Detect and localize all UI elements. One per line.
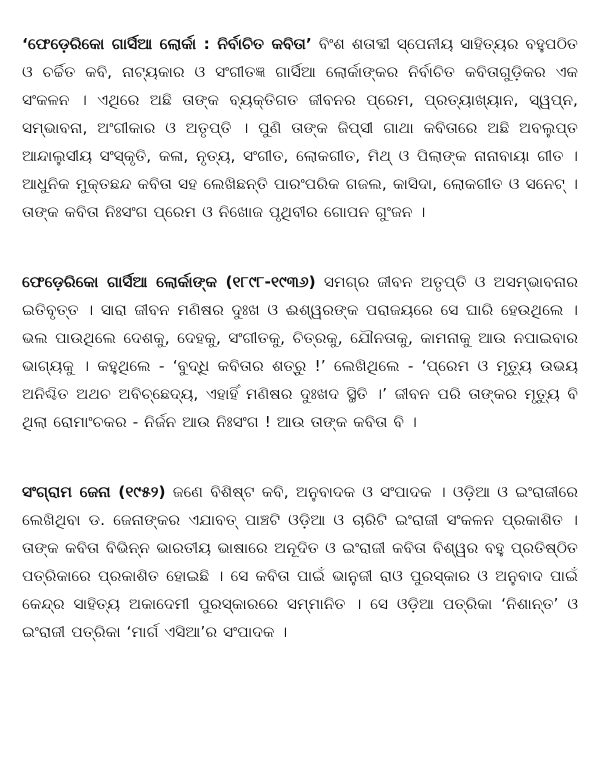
paragraph-text: ବିଂଶ ଶତାବ୍ଦୀ ସ୍ପେନୀୟ ସାହିତ୍ୟର ବହୁପଠିତ ଓ ଚର୍ଚ୍ଚିତ କବି, ନାଟ୍ୟକାର ଓ ସଂଗୀତଜ୍ଞ ଗାର୍ସିଆ ଲୋର୍କାଙ୍କର ନିର୍ବାଚିତ କବିତାଗୁଡ଼ିକର ଏକ ସଂକଳନ । ଏଥିରେ ଅଛି ତାଙ୍କ ବ୍ୟକ୍ତିଗତ ଜୀବନର ପ୍ରେମ, ପ୍ରତ୍ୟାଖ୍ୟାନ, ସ୍ୱପ୍ନ, ସମ୍ଭାବନା, ଅଂଗୀକାର ଓ ଅତୃପ୍ତି । ପୁଣି ତାଙ୍କ ଜିପ୍ସୀ ଗାଥା କବିତାରେ ଅଛି ଅବଲୁପ୍ତ ଆନ୍ଦାଲୁସୀୟ ସଂସ୍କୃତି, କଳା, ନୃତ୍ୟ, ସଂଗୀତ, ଲୋକଗୀତ, ମିଥ୍ ଓ ପିଲାଙ୍କ ନାନାବାୟା ଗୀତ । ଆଧୁନିକ ମୁକ୍ତଛନ୍ଦ କବିତା ସହ ଲେଖିଛନ୍ତି ପାରଂପରିକ ଗଜଲ, କାସିଦା, ଲୋକଗୀତ ଓ ସନେଟ୍ । ତାଙ୍କ କବିତା ନିଃସଂଗ ପ୍ରେମ ଓ ନିଖୋଜ ପୃଥିବୀର ଗୋପନ ଗୁଂଜନ ।	[22, 35, 578, 221]
paragraph-lorca-biography	[22, 268, 578, 436]
poet-name-heading: ଫେଡ଼େରିକୋ ଗାର୍ସିଆ ଲୋର୍କାଙ୍କ (୧୮୯୮-୧୯୩୬)	[22, 273, 316, 291]
book-title: ‘ଫେଡ଼େରିକୋ ଗାର୍ସିଆ ଲୋର୍କା : ନିର୍ବାଚିତ କବିତା’	[22, 35, 312, 53]
paragraph-text: ସମଗ୍ର ଜୀବନ ଅତୃପ୍ତି ଓ ଅସମ୍ଭାବନାର ଇତିବୃତ୍ତ । ସାରା ଜୀବନ ମଣିଷର ଦୁଃଖ ଓ ଈଶ୍ୱରଙ୍କ ପରାଜୟରେ ସେ ଘାରି ହେଉଥିଲେ । ଭଲ ପାଉଥିଲେ ଦେଶକୁ, ଦେହକୁ, ସଂଗୀତକୁ, ଚିତ୍ରକୁ, ଯୌନତାକୁ, କାମନାକୁ ଆଉ ନପାଇବାର ଭାଗ୍ୟକୁ । କହୁଥିଲେ - ‘ବୁଦ୍ଧି କବିତାର ଶତ୍ରୁ !’ ଲେଖିଥିଲେ - ‘ପ୍ରେମ ଓ ମୃତ୍ୟୁ ଉଭୟ ଅନିଶ୍ଚିତ ଅଥଚ ଅବିଚ୍ଛେଦ୍ୟ, ଏହାହିଁ ମଣିଷର ଦୁଃଖଦ ସ୍ଥିତି ।’ ଜୀବନ ପରି ତାଙ୍କର ମୃତ୍ୟୁ ବି ଥିଲା ରୋମାଂଚକର - ନିର୍ଜନ ଆଉ ନିଃସଂଗ ! ଆଉ ତାଙ୍କ କବିତା ବି ।	[22, 273, 578, 431]
paragraph-lorca-selected-poems	[22, 30, 578, 226]
paragraph-text: ଜଣେ ବିଶିଷ୍ଟ କବି, ଅନୁବାଦକ ଓ ସଂପାଦକ । ଓଡ଼ିଆ ଓ ଇଂରାଜୀରେ ଲେଖିଥିବା ଡ. ଜେନାଙ୍କର ଏଯାବତ୍ ପାଞ୍ଚଟି ଓଡ଼ିଆ ଓ ଚାରିଟି ଇଂରାଜୀ ସଂକଳନ ପ୍ରକାଶିତ । ତାଙ୍କ କବିତା ବିଭିନ୍ନ ଭାରତୀୟ ଭାଷାରେ ଅନୂଦିତ ଓ ଇଂରାଜୀ କବିତା ବିଶ୍ୱର ବହୁ ପ୍ରତିଷ୍ଠିତ ପତ୍ରିକାରେ ପ୍ରକାଶିତ ହୋଇଛି । ସେ କବିତା ପାଇଁ ଭାନୁଜୀ ରାଓ ପୁରସ୍କାର ଓ ଅନୁବାଦ ପାଇଁ କେନ୍ଦ୍ର ସାହିତ୍ୟ ଅକାଦେମୀ ପୁରସ୍କାରରେ ସମ୍ମାନିତ । ସେ ଓଡ଼ିଆ ପତ୍ରିକା ‘ନିଶାନ୍ତ’ ଓ ଇଂରାଜୀ ପତ୍ରିକା ‘ମାର୍ଗ ଏସିଆ’ର ସଂପାଦକ ।	[22, 483, 578, 641]
translator-name-heading: ସଂଗ୍ରାମ ଜେନା (୧୯୫୨)	[22, 483, 166, 501]
paragraph-translator-biography	[22, 478, 578, 646]
